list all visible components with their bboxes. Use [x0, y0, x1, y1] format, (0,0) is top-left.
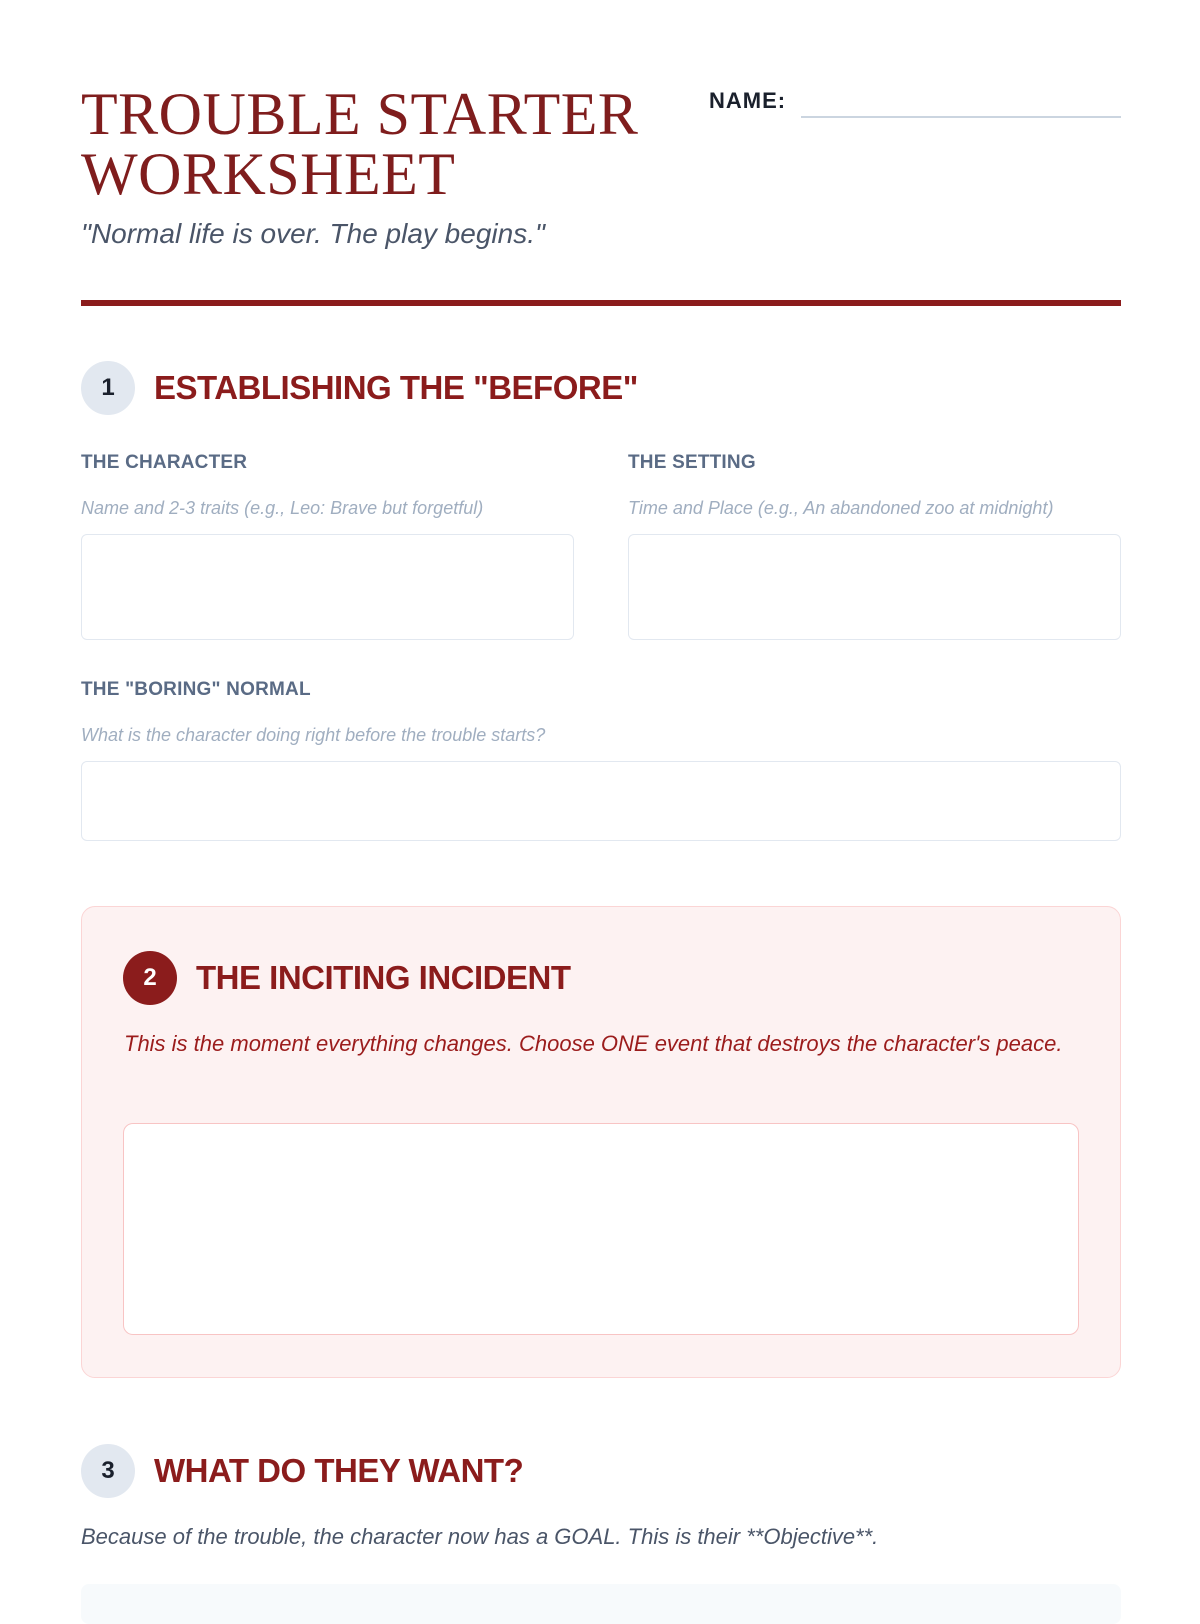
section-3-heading: [81, 1444, 1121, 1498]
title-line-1: TROUBLE STARTER: [81, 81, 639, 147]
section-3-number-badge: 3: [81, 1444, 135, 1498]
character-hint: Name and 2-3 traits (e.g., Leo: Brave but forgetful): [81, 498, 484, 518]
section-2-title: THE INCITING INCIDENT: [196, 959, 571, 996]
setting-input-box[interactable]: [628, 534, 1121, 640]
section-2-heading: [123, 951, 1083, 1005]
section-2-number-badge: 2: [123, 951, 177, 1005]
section-1-title: ESTABLISHING THE "BEFORE": [154, 369, 638, 406]
section-3-title: WHAT DO THEY WANT?: [154, 1452, 524, 1489]
worksheet-subtitle: "Normal life is over. The play begins.": [81, 218, 545, 249]
section-1-heading: [81, 361, 1121, 415]
character-input-box[interactable]: [81, 534, 574, 640]
setting-hint: Time and Place (e.g., An abandoned zoo at midnight): [628, 498, 1054, 518]
goal-input-box[interactable]: [81, 1584, 1121, 1624]
character-label: THE CHARACTER: [81, 452, 248, 473]
name-input-line[interactable]: [801, 116, 1121, 118]
inciting-incident-input-box[interactable]: [123, 1123, 1079, 1335]
section-1-number-badge: 1: [81, 361, 135, 415]
header-divider: [81, 300, 1121, 306]
worksheet-title: [81, 81, 681, 207]
name-field-group: [709, 86, 1121, 122]
name-label: NAME:: [709, 88, 787, 113]
inciting-incident-panel: [81, 906, 1121, 1378]
title-line-2: WORKSHEET: [81, 141, 456, 207]
boring-normal-input-box[interactable]: [81, 761, 1121, 841]
setting-label: THE SETTING: [628, 452, 756, 473]
boring-normal-hint: What is the character doing right before the trouble starts?: [81, 725, 546, 745]
boring-normal-label: THE "BORING" NORMAL: [81, 679, 311, 700]
section-3-description: Because of the trouble, the character now has a GOAL. This is their **Objective**.: [81, 1524, 879, 1549]
inciting-incident-description: This is the moment everything changes. Choose ONE event that destroys the character's peace.: [124, 1031, 1063, 1056]
